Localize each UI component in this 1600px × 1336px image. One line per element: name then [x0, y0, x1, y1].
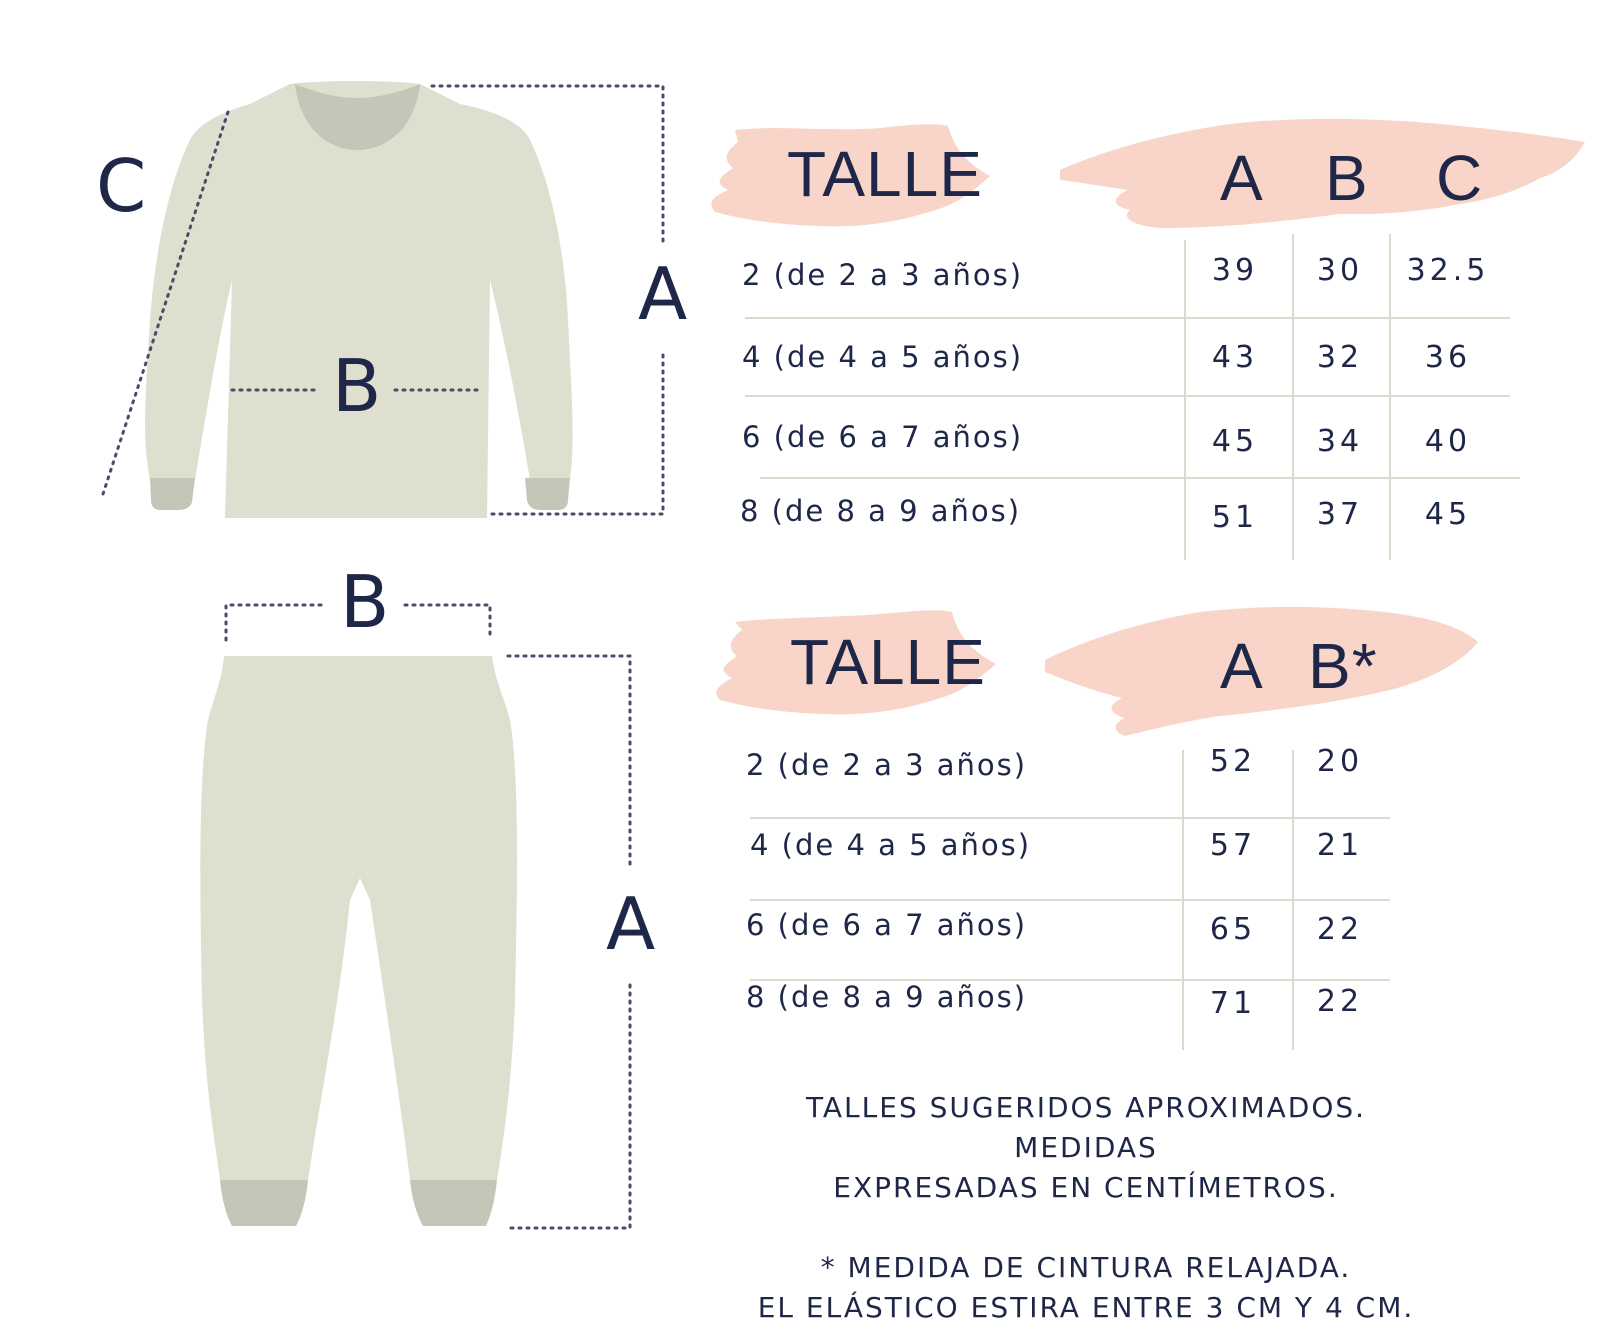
brush-stroke-top-cols: [1060, 119, 1585, 228]
top-row-3-a: 45: [1211, 424, 1259, 459]
bottom-row-2-a: 57: [1209, 828, 1257, 863]
bottom-row-3-size: 6 (de 6 a 7 años): [746, 908, 1028, 942]
bottom-row-2-size: 4 (de 4 a 5 años): [750, 828, 1032, 862]
bottom-row-3-a: 65: [1209, 912, 1257, 947]
top-row-3-c: 40: [1424, 424, 1472, 459]
pants-b-guide-right: [405, 605, 490, 640]
pants-label-b: B: [340, 560, 390, 644]
top-row-4-b: 37: [1316, 497, 1364, 532]
top-row-3-b: 34: [1316, 424, 1364, 459]
bottom-row-4-size: 8 (de 8 a 9 años): [746, 980, 1028, 1014]
bottom-table-col-a-header: A: [1220, 630, 1264, 702]
bottom-row-1-size: 2 (de 2 a 3 años): [746, 748, 1028, 782]
bottom-row-1-a: 52: [1209, 744, 1257, 779]
top-row-2-a: 43: [1211, 340, 1259, 375]
notes-block: [736, 1088, 1436, 1328]
top-row-4-size: 8 (de 8 a 9 años): [740, 494, 1022, 528]
pants-a-guide-upper: [508, 656, 630, 870]
top-table-col-c-header: C: [1436, 142, 1484, 214]
pants-a-guide-lower: [510, 985, 630, 1228]
bottom-table-talle-header: TALLE: [790, 626, 986, 698]
bottom-row-4-a: 71: [1209, 986, 1257, 1021]
top-row-2-c: 36: [1424, 340, 1472, 375]
note-line-1: TALLES SUGERIDOS APROXIMADOS. MEDIDAS: [805, 1091, 1367, 1164]
top-table-talle-header: TALLE: [787, 138, 983, 210]
top-row-3-size: 6 (de 6 a 7 años): [742, 420, 1024, 454]
bottom-row-3-b: 22: [1316, 912, 1364, 947]
top-row-1-size: 2 (de 2 a 3 años): [742, 258, 1024, 292]
top-row-1-c: 32.5: [1406, 253, 1490, 288]
pants-label-a: A: [606, 882, 656, 966]
bottom-row-4-b: 22: [1316, 984, 1364, 1019]
bottom-row-1-b: 20: [1316, 744, 1364, 779]
top-row-1-a: 39: [1211, 253, 1259, 288]
pants-b-guide-left: [226, 605, 325, 640]
pants-illustration: [200, 656, 517, 1226]
shirt-label-a: A: [638, 252, 688, 336]
top-row-1-b: 30: [1316, 253, 1364, 288]
top-row-4-c: 45: [1424, 497, 1472, 532]
note-line-4: EL ELÁSTICO ESTIRA ENTRE 3 CM Y 4 CM.: [757, 1291, 1415, 1324]
shirt-label-c: C: [96, 144, 147, 228]
note-line-2: EXPRESADAS EN CENTÍMETROS.: [833, 1171, 1339, 1204]
top-row-2-size: 4 (de 4 a 5 años): [742, 340, 1024, 374]
note-line-3: * MEDIDA DE CINTURA RELAJADA.: [820, 1251, 1352, 1284]
shirt-illustration: [145, 81, 573, 518]
note-spacer: [736, 1208, 1436, 1248]
bottom-table-col-b-header: B*: [1308, 630, 1378, 702]
top-table-col-a-header: A: [1220, 142, 1264, 214]
top-row-2-b: 32: [1316, 340, 1364, 375]
top-table-col-b-header: B: [1325, 142, 1369, 214]
top-row-4-a: 51: [1211, 500, 1259, 535]
bottom-row-2-b: 21: [1316, 828, 1364, 863]
shirt-label-b: B: [332, 344, 382, 428]
